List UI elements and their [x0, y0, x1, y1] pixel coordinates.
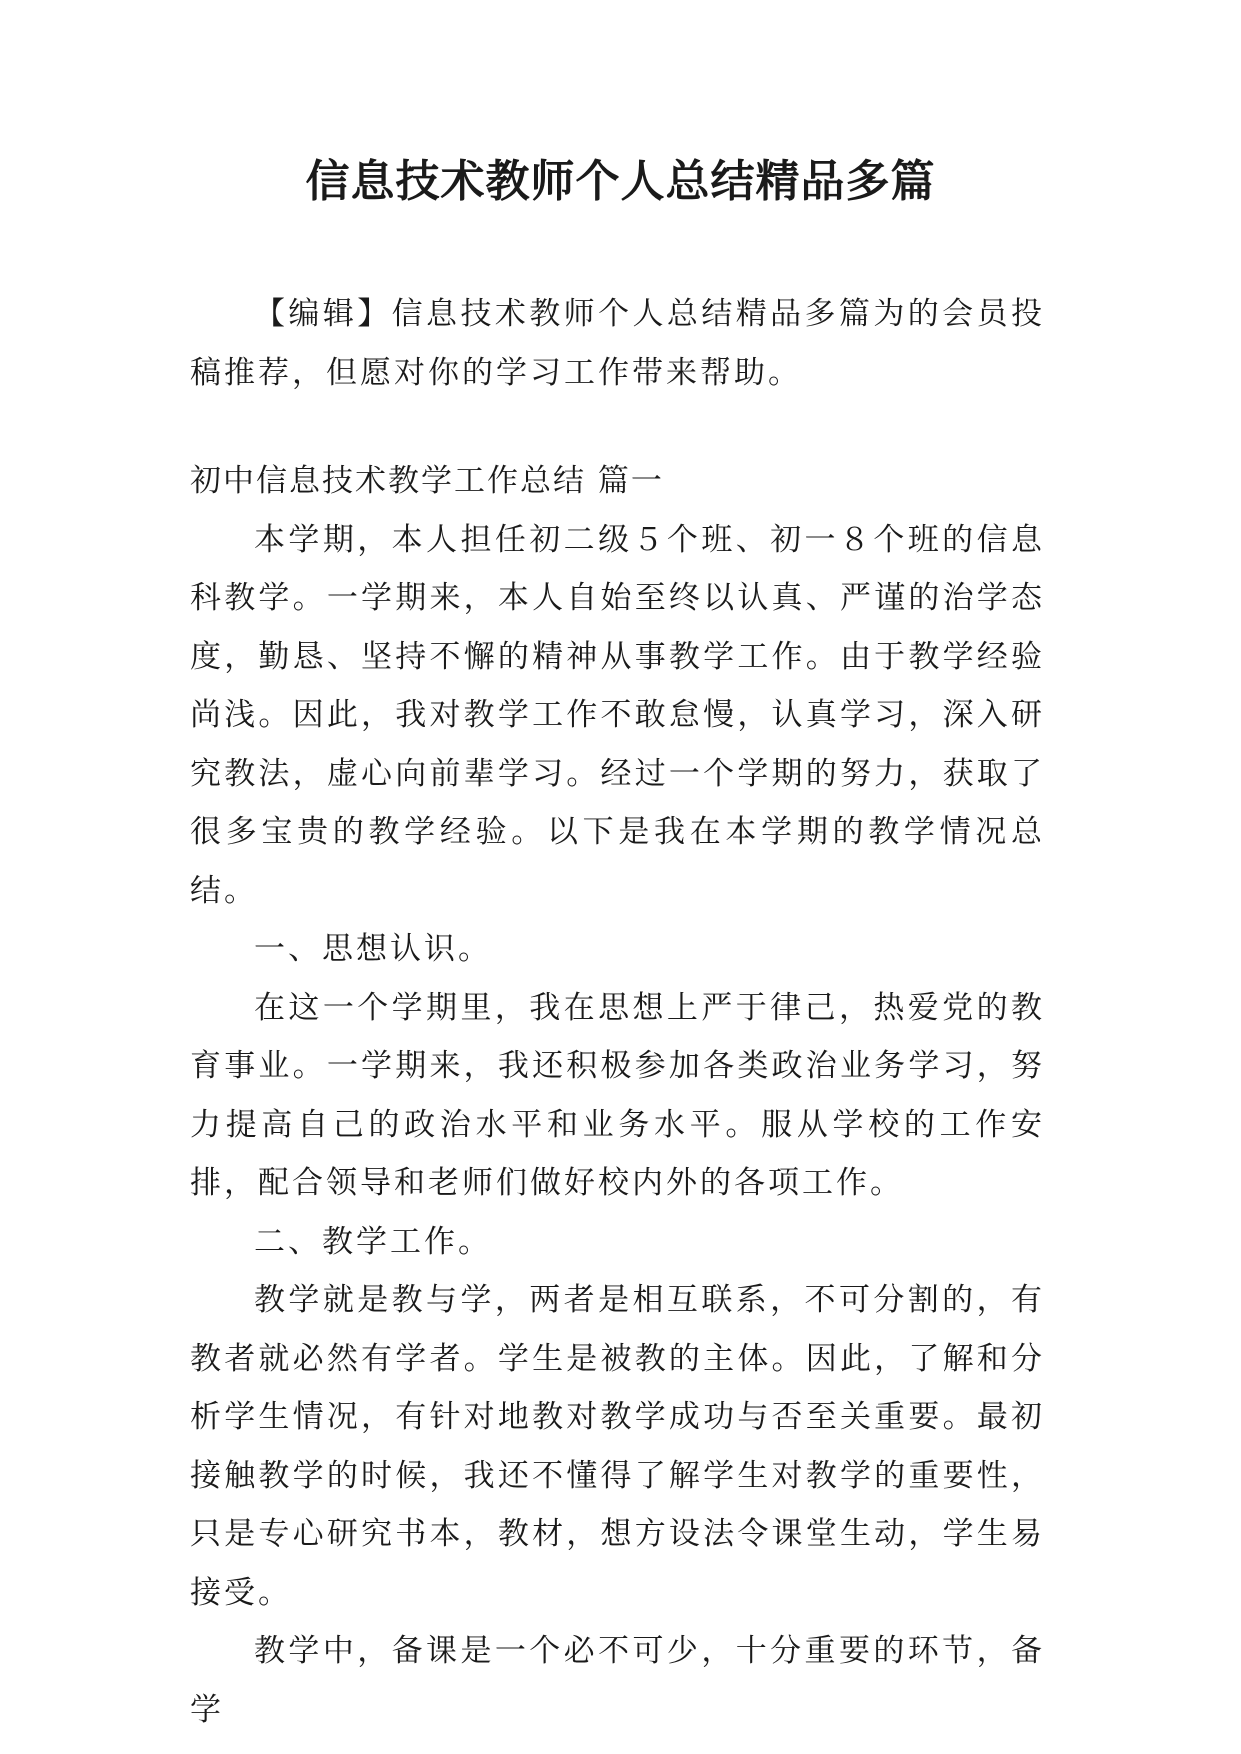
- paragraph: 教学就是教与学，两者是相互联系，不可分割的，有教者就必然有学者。学生是被教的主体。因此，了解和分析学生情况，有针对地教对教学成功与否至关重要。最初接触教学的时候，我还不懂得了解学生对教学的重要性，只是专心研究书本，教材，想方设法令课堂生动，学生易接受。: [190, 1282, 1045, 1611]
- paragraph: 教学中，备课是一个必不可少，十分重要的环节，备学: [190, 1633, 1045, 1728]
- section-body: [190, 452, 1045, 1739]
- subheading-thought: 一、思想认识。: [254, 931, 492, 967]
- section-heading: 初中信息技术教学工作总结 篇一: [190, 463, 664, 499]
- editor-note: 【编辑】信息技术教师个人总结精品多篇为的会员投稿推荐，但愿对你的学习工作带来帮助。: [190, 296, 1045, 391]
- paragraph: 在这一个学期里，我在思想上严于律己，热爱党的教育事业。一学期来，我还积极参加各类政治业务学习，努力提高自己的政治水平和业务水平。服从学校的工作安排，配合领导和老师们做好校内外的各项工作。: [190, 989, 1045, 1201]
- paragraph: 本学期，本人担任初二级５个班、初一８个班的信息科教学。一学期来，本人自始至终以认真、严谨的治学态度，勤恳、坚持不懈的精神从事教学工作。由于教学经验尚浅。因此，我对教学工作不敢怠慢，认真学习，深入研究教法，虚心向前辈学习。经过一个学期的努力，获取了很多宝贵的教学经验。以下是我在本学期的教学情况总结。: [190, 521, 1045, 909]
- document-title: 信息技术教师个人总结精品多篇: [305, 156, 936, 207]
- subheading-teaching: 二、教学工作。: [254, 1223, 492, 1260]
